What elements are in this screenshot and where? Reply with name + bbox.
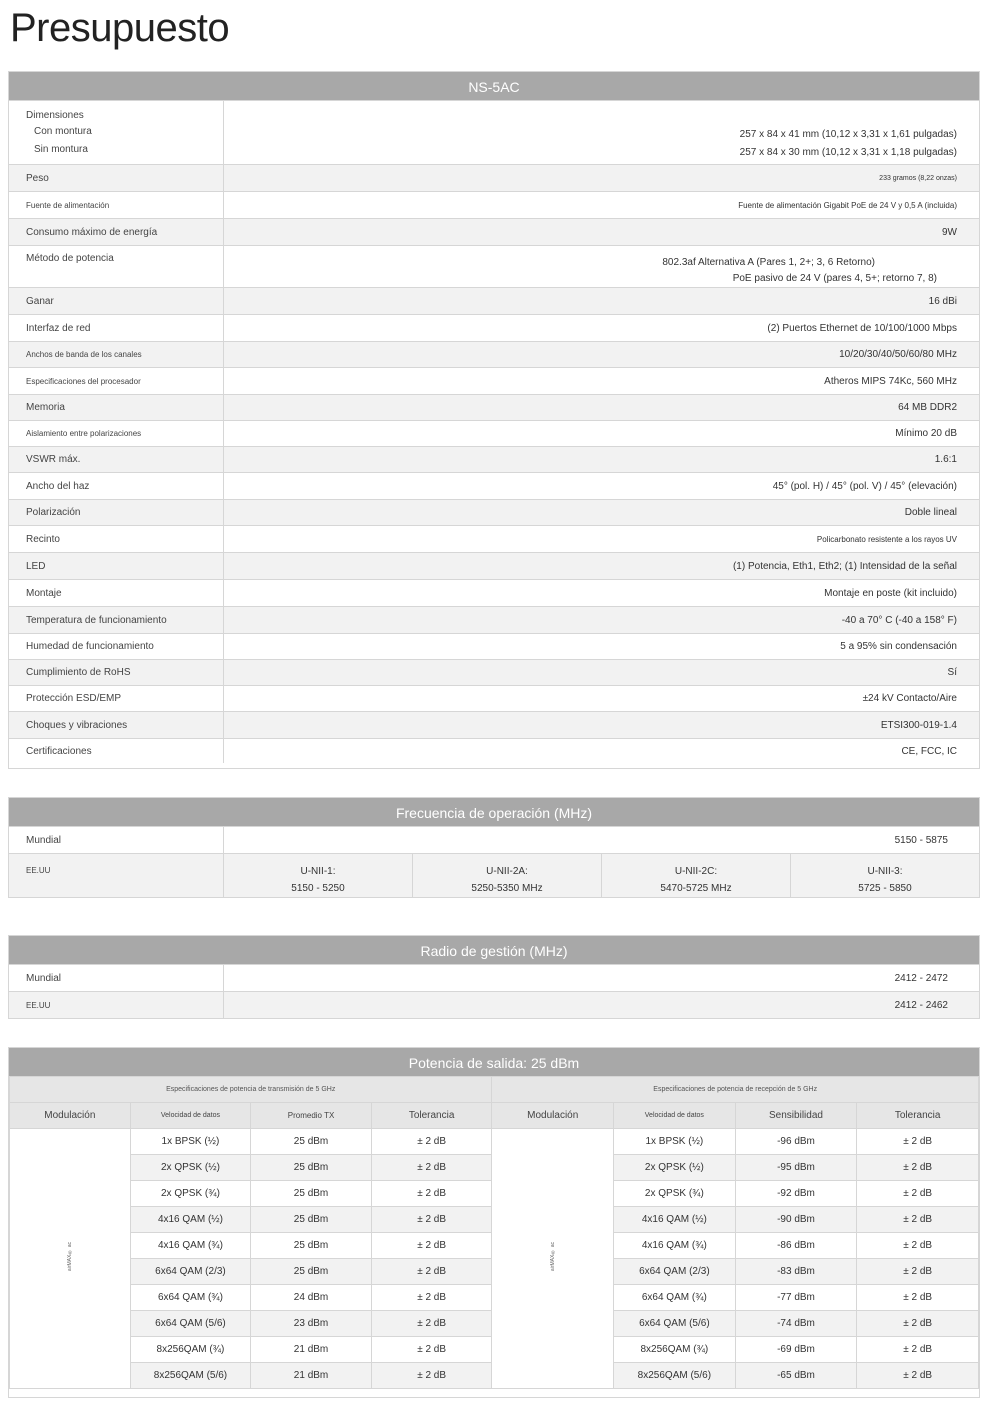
spec-value: Montaje en poste (kit incluido)	[824, 588, 957, 599]
tx-tol-cell: ± 2 dB	[371, 1363, 492, 1389]
tx-rate-cell: 8x256QAM (5/6)	[130, 1363, 251, 1389]
rx-caption: Especificaciones de potencia de recepción de 5 GHz	[492, 1077, 979, 1103]
rx-modulation-cell	[492, 1129, 614, 1389]
spec-label: Interfaz de red	[9, 315, 224, 341]
freq-world-value: 5150 - 5875	[894, 835, 948, 846]
frequency-header: Frecuencia de operación (MHz)	[9, 798, 979, 826]
spec-value: ±24 kV Contacto/Aire	[862, 693, 957, 704]
band-cell	[602, 854, 791, 897]
freq-us-row	[9, 853, 979, 897]
tx-modulation-cell	[10, 1129, 131, 1389]
spec-label: Peso	[9, 165, 224, 191]
band-range: 5470-5725 MHz	[660, 883, 732, 894]
spec-label: Memoria	[9, 395, 224, 420]
tx-tol-cell: ± 2 dB	[371, 1337, 492, 1363]
tx-tol-cell: ± 2 dB	[371, 1129, 492, 1155]
rx-sens-cell: -95 dBm	[735, 1155, 857, 1181]
rx-rate-cell: 4x16 QAM (¾)	[614, 1233, 736, 1259]
dimensions-label: Dimensiones	[26, 110, 84, 121]
spec-label: LED	[9, 553, 224, 579]
tx-tol-cell: ± 2 dB	[371, 1311, 492, 1337]
spec-value: Sí	[947, 667, 957, 678]
rx-tol-cell: ± 2 dB	[857, 1363, 979, 1389]
spec-label: Ancho del haz	[9, 473, 224, 499]
spec-value: 45° (pol. H) / 45° (pol. V) / 45° (elevación)	[772, 481, 957, 492]
mgmt-us-value: 2412 - 2462	[894, 1000, 948, 1011]
mgmt-world-label: Mundial	[9, 965, 224, 991]
power-header: Potencia de salida: 25 dBm	[9, 1048, 979, 1076]
spec-value: Policarbonato resistente a los rayos UV	[816, 535, 957, 544]
spec-label: Cumplimiento de RoHS	[9, 660, 224, 685]
band-name: U-NII-1:	[300, 866, 336, 877]
rx-sens-cell: -90 dBm	[735, 1207, 857, 1233]
rx-sens-cell: -65 dBm	[735, 1363, 857, 1389]
spec-label: Choques y vibraciones	[9, 712, 224, 738]
mgmt-world-value: 2412 - 2472	[894, 973, 948, 984]
spec-label: Protección ESD/EMP	[9, 686, 224, 711]
tx-tol-cell: ± 2 dB	[371, 1207, 492, 1233]
tx-avg-cell: 25 dBm	[251, 1129, 372, 1155]
spec-label: Certificaciones	[9, 739, 224, 763]
spec-row	[9, 287, 979, 314]
spec-label: Aislamiento entre polarizaciones	[9, 421, 224, 446]
rx-tol-cell: ± 2 dB	[857, 1155, 979, 1181]
output-power-table	[8, 1047, 980, 1398]
spec-row	[9, 164, 979, 191]
tx-rate-cell: 2x QPSK (¾)	[130, 1181, 251, 1207]
spec-value: Mínimo 20 dB	[895, 428, 957, 439]
rx-sens-header: Sensibilidad	[735, 1103, 857, 1129]
tx-tol-cell: ± 2 dB	[371, 1259, 492, 1285]
spec-label: Humedad de funcionamiento	[9, 634, 224, 659]
rx-rate-cell: 1x BPSK (½)	[614, 1129, 736, 1155]
spec-row	[9, 191, 979, 218]
spec-value: 5 a 95% sin condensación	[840, 641, 957, 652]
rx-rate-cell: 2x QPSK (¾)	[614, 1181, 736, 1207]
tx-rate-header: Velocidad de datos	[130, 1103, 251, 1129]
spec-label: Consumo máximo de energía	[9, 219, 224, 245]
rx-sens-cell: -86 dBm	[735, 1233, 857, 1259]
spec-value: Doble lineal	[904, 507, 957, 518]
spec-label: Ganar	[9, 288, 224, 314]
power-grid	[9, 1076, 979, 1389]
rx-tol-header: Tolerancia	[857, 1103, 979, 1129]
spec-value-2: PoE pasivo de 24 V (pares 4, 5+; retorno 7, 8)	[732, 273, 937, 284]
spec-row	[9, 606, 979, 633]
tx-avg-cell: 25 dBm	[251, 1259, 372, 1285]
rx-sens-cell: -69 dBm	[735, 1337, 857, 1363]
tx-tol-cell: ± 2 dB	[371, 1181, 492, 1207]
spec-value: (2) Puertos Ethernet de 10/100/1000 Mbps	[767, 323, 957, 334]
spec-row	[9, 394, 979, 420]
spec-row	[9, 659, 979, 685]
rx-rate-cell: 8x256QAM (5/6)	[614, 1363, 736, 1389]
rx-sens-cell: -92 dBm	[735, 1181, 857, 1207]
spec-row	[9, 472, 979, 499]
spec-value: 64 MB DDR2	[898, 402, 957, 413]
spec-value: Fuente de alimentación Gigabit PoE de 24 V y 0,5 A (incluida)	[738, 201, 957, 210]
without-mount-label: Sin montura	[34, 144, 88, 155]
rx-side-tag: airMAX® ac	[549, 1242, 556, 1272]
dimensions-row	[9, 100, 979, 164]
rx-tol-cell: ± 2 dB	[857, 1129, 979, 1155]
spec-label: Polarización	[9, 500, 224, 525]
spec-value: (1) Potencia, Eth1, Eth2; (1) Intensidad de la señal	[732, 561, 957, 572]
spec-label: Especificaciones del procesador	[9, 368, 224, 394]
spec-label: Montaje	[9, 580, 224, 606]
tx-rate-cell: 6x64 QAM (2/3)	[130, 1259, 251, 1285]
rx-rate-cell: 6x64 QAM (5/6)	[614, 1311, 736, 1337]
rx-tol-cell: ± 2 dB	[857, 1259, 979, 1285]
spec-row	[9, 685, 979, 711]
spec-row	[9, 367, 979, 394]
spec-row	[9, 552, 979, 579]
band-range: 5150 - 5250	[291, 883, 345, 894]
spec-row	[9, 499, 979, 525]
tx-avg-cell: 25 dBm	[251, 1207, 372, 1233]
mgmt-us-label: EE.UU	[9, 992, 224, 1018]
tx-rate-cell: 6x64 QAM (5/6)	[130, 1311, 251, 1337]
tx-avg-cell: 21 dBm	[251, 1337, 372, 1363]
tx-rate-cell: 2x QPSK (½)	[130, 1155, 251, 1181]
spec-value: 9W	[942, 227, 957, 238]
rx-tol-cell: ± 2 dB	[857, 1337, 979, 1363]
rx-sens-cell: -74 dBm	[735, 1311, 857, 1337]
spec-label: VSWR máx.	[9, 447, 224, 472]
spec-row	[9, 314, 979, 341]
tx-avg-cell: 25 dBm	[251, 1155, 372, 1181]
tx-caption: Especificaciones de potencia de transmisión de 5 GHz	[10, 1077, 492, 1103]
rx-rate-cell: 8x256QAM (¾)	[614, 1337, 736, 1363]
tx-rate-cell: 4x16 QAM (¾)	[130, 1233, 251, 1259]
spec-value: -40 a 70° C (-40 a 158° F)	[841, 615, 957, 626]
rx-tol-cell: ± 2 dB	[857, 1311, 979, 1337]
tx-avg-cell: 21 dBm	[251, 1363, 372, 1389]
rx-tol-cell: ± 2 dB	[857, 1233, 979, 1259]
tx-tol-header: Tolerancia	[371, 1103, 492, 1129]
spec-value: 1.6:1	[934, 454, 957, 465]
rx-rate-header: Velocidad de datos	[614, 1103, 736, 1129]
band-range: 5250-5350 MHz	[471, 883, 543, 894]
spec-row	[9, 579, 979, 606]
freq-world-row	[9, 826, 979, 853]
spec-value: 233 gramos (8,22 onzas)	[879, 175, 957, 182]
rx-tol-cell: ± 2 dB	[857, 1181, 979, 1207]
tx-avg-cell: 25 dBm	[251, 1233, 372, 1259]
tx-rate-cell: 1x BPSK (½)	[130, 1129, 251, 1155]
spec-row	[9, 738, 979, 763]
spec-label: Recinto	[9, 526, 224, 552]
band-cell	[224, 854, 413, 897]
rx-tol-cell: ± 2 dB	[857, 1207, 979, 1233]
spec-value: 802.3af Alternativa A (Pares 1, 2+; 3, 6 Retorno)	[662, 257, 875, 268]
band-name: U-NII-3:	[867, 866, 903, 877]
band-name: U-NII-2C:	[674, 866, 718, 877]
freq-us-label: EE.UU	[9, 854, 224, 897]
tx-side-tag: airMAX® ac	[66, 1242, 73, 1272]
tx-tol-cell: ± 2 dB	[371, 1155, 492, 1181]
spec-row	[9, 218, 979, 245]
band-name: U-NII-2A:	[486, 866, 528, 877]
spec-row	[9, 525, 979, 552]
spec-label: Fuente de alimentación	[9, 192, 224, 218]
rx-mod-header: Modulación	[492, 1103, 614, 1129]
freq-world-label: Mundial	[9, 827, 224, 853]
tx-mod-header: Modulación	[10, 1103, 131, 1129]
rx-rate-cell: 2x QPSK (½)	[614, 1155, 736, 1181]
spec-label: Anchos de banda de los canales	[9, 342, 224, 367]
tx-tol-cell: ± 2 dB	[371, 1233, 492, 1259]
spec-label: Método de potencia	[9, 246, 224, 287]
mgmt-world-row	[9, 964, 979, 991]
band-cell	[791, 854, 979, 897]
spec-label: Temperatura de funcionamiento	[9, 607, 224, 633]
tx-avg-cell: 25 dBm	[251, 1181, 372, 1207]
spec-header: NS-5AC	[9, 72, 979, 100]
spec-row	[9, 711, 979, 738]
mgmt-us-row	[9, 991, 979, 1018]
with-mount-label: Con montura	[34, 126, 92, 137]
without-mount-value: 257 x 84 x 30 mm (10,12 x 3,31 x 1,18 pulgadas)	[739, 147, 957, 158]
tx-avg-cell: 24 dBm	[251, 1285, 372, 1311]
tx-rate-cell: 6x64 QAM (¾)	[130, 1285, 251, 1311]
spec-value: CE, FCC, IC	[901, 746, 957, 757]
with-mount-value: 257 x 84 x 41 mm (10,12 x 3,31 x 1,61 pulgadas)	[739, 129, 957, 140]
frequency-table	[8, 797, 980, 898]
spec-value: 10/20/30/40/50/60/80 MHz	[839, 349, 957, 360]
tx-avg-header: Promedio TX	[251, 1103, 372, 1129]
tx-rate-cell: 4x16 QAM (½)	[130, 1207, 251, 1233]
management-radio-table	[8, 935, 980, 1019]
band-cell	[413, 854, 602, 897]
rx-sens-cell: -83 dBm	[735, 1259, 857, 1285]
tx-tol-cell: ± 2 dB	[371, 1285, 492, 1311]
spec-table	[8, 71, 980, 769]
spec-value: 16 dBi	[928, 296, 957, 307]
power-row	[10, 1129, 979, 1155]
rx-tol-cell: ± 2 dB	[857, 1285, 979, 1311]
rx-rate-cell: 6x64 QAM (¾)	[614, 1285, 736, 1311]
tx-rate-cell: 8x256QAM (¾)	[130, 1337, 251, 1363]
management-header: Radio de gestión (MHz)	[9, 936, 979, 964]
spec-value: ETSI300-019-1.4	[880, 720, 957, 731]
spec-row	[9, 420, 979, 446]
spec-value: Atheros MIPS 74Kc, 560 MHz	[824, 376, 957, 387]
page-title: Presupuesto	[10, 6, 230, 50]
tx-avg-cell: 23 dBm	[251, 1311, 372, 1337]
spec-row	[9, 341, 979, 367]
spec-row	[9, 446, 979, 472]
freq-bands	[224, 854, 979, 897]
rx-rate-cell: 4x16 QAM (½)	[614, 1207, 736, 1233]
rx-sens-cell: -77 dBm	[735, 1285, 857, 1311]
spec-row	[9, 245, 979, 287]
band-range: 5725 - 5850	[858, 883, 912, 894]
rx-rate-cell: 6x64 QAM (2/3)	[614, 1259, 736, 1285]
spec-row	[9, 633, 979, 659]
rx-sens-cell: -96 dBm	[735, 1129, 857, 1155]
